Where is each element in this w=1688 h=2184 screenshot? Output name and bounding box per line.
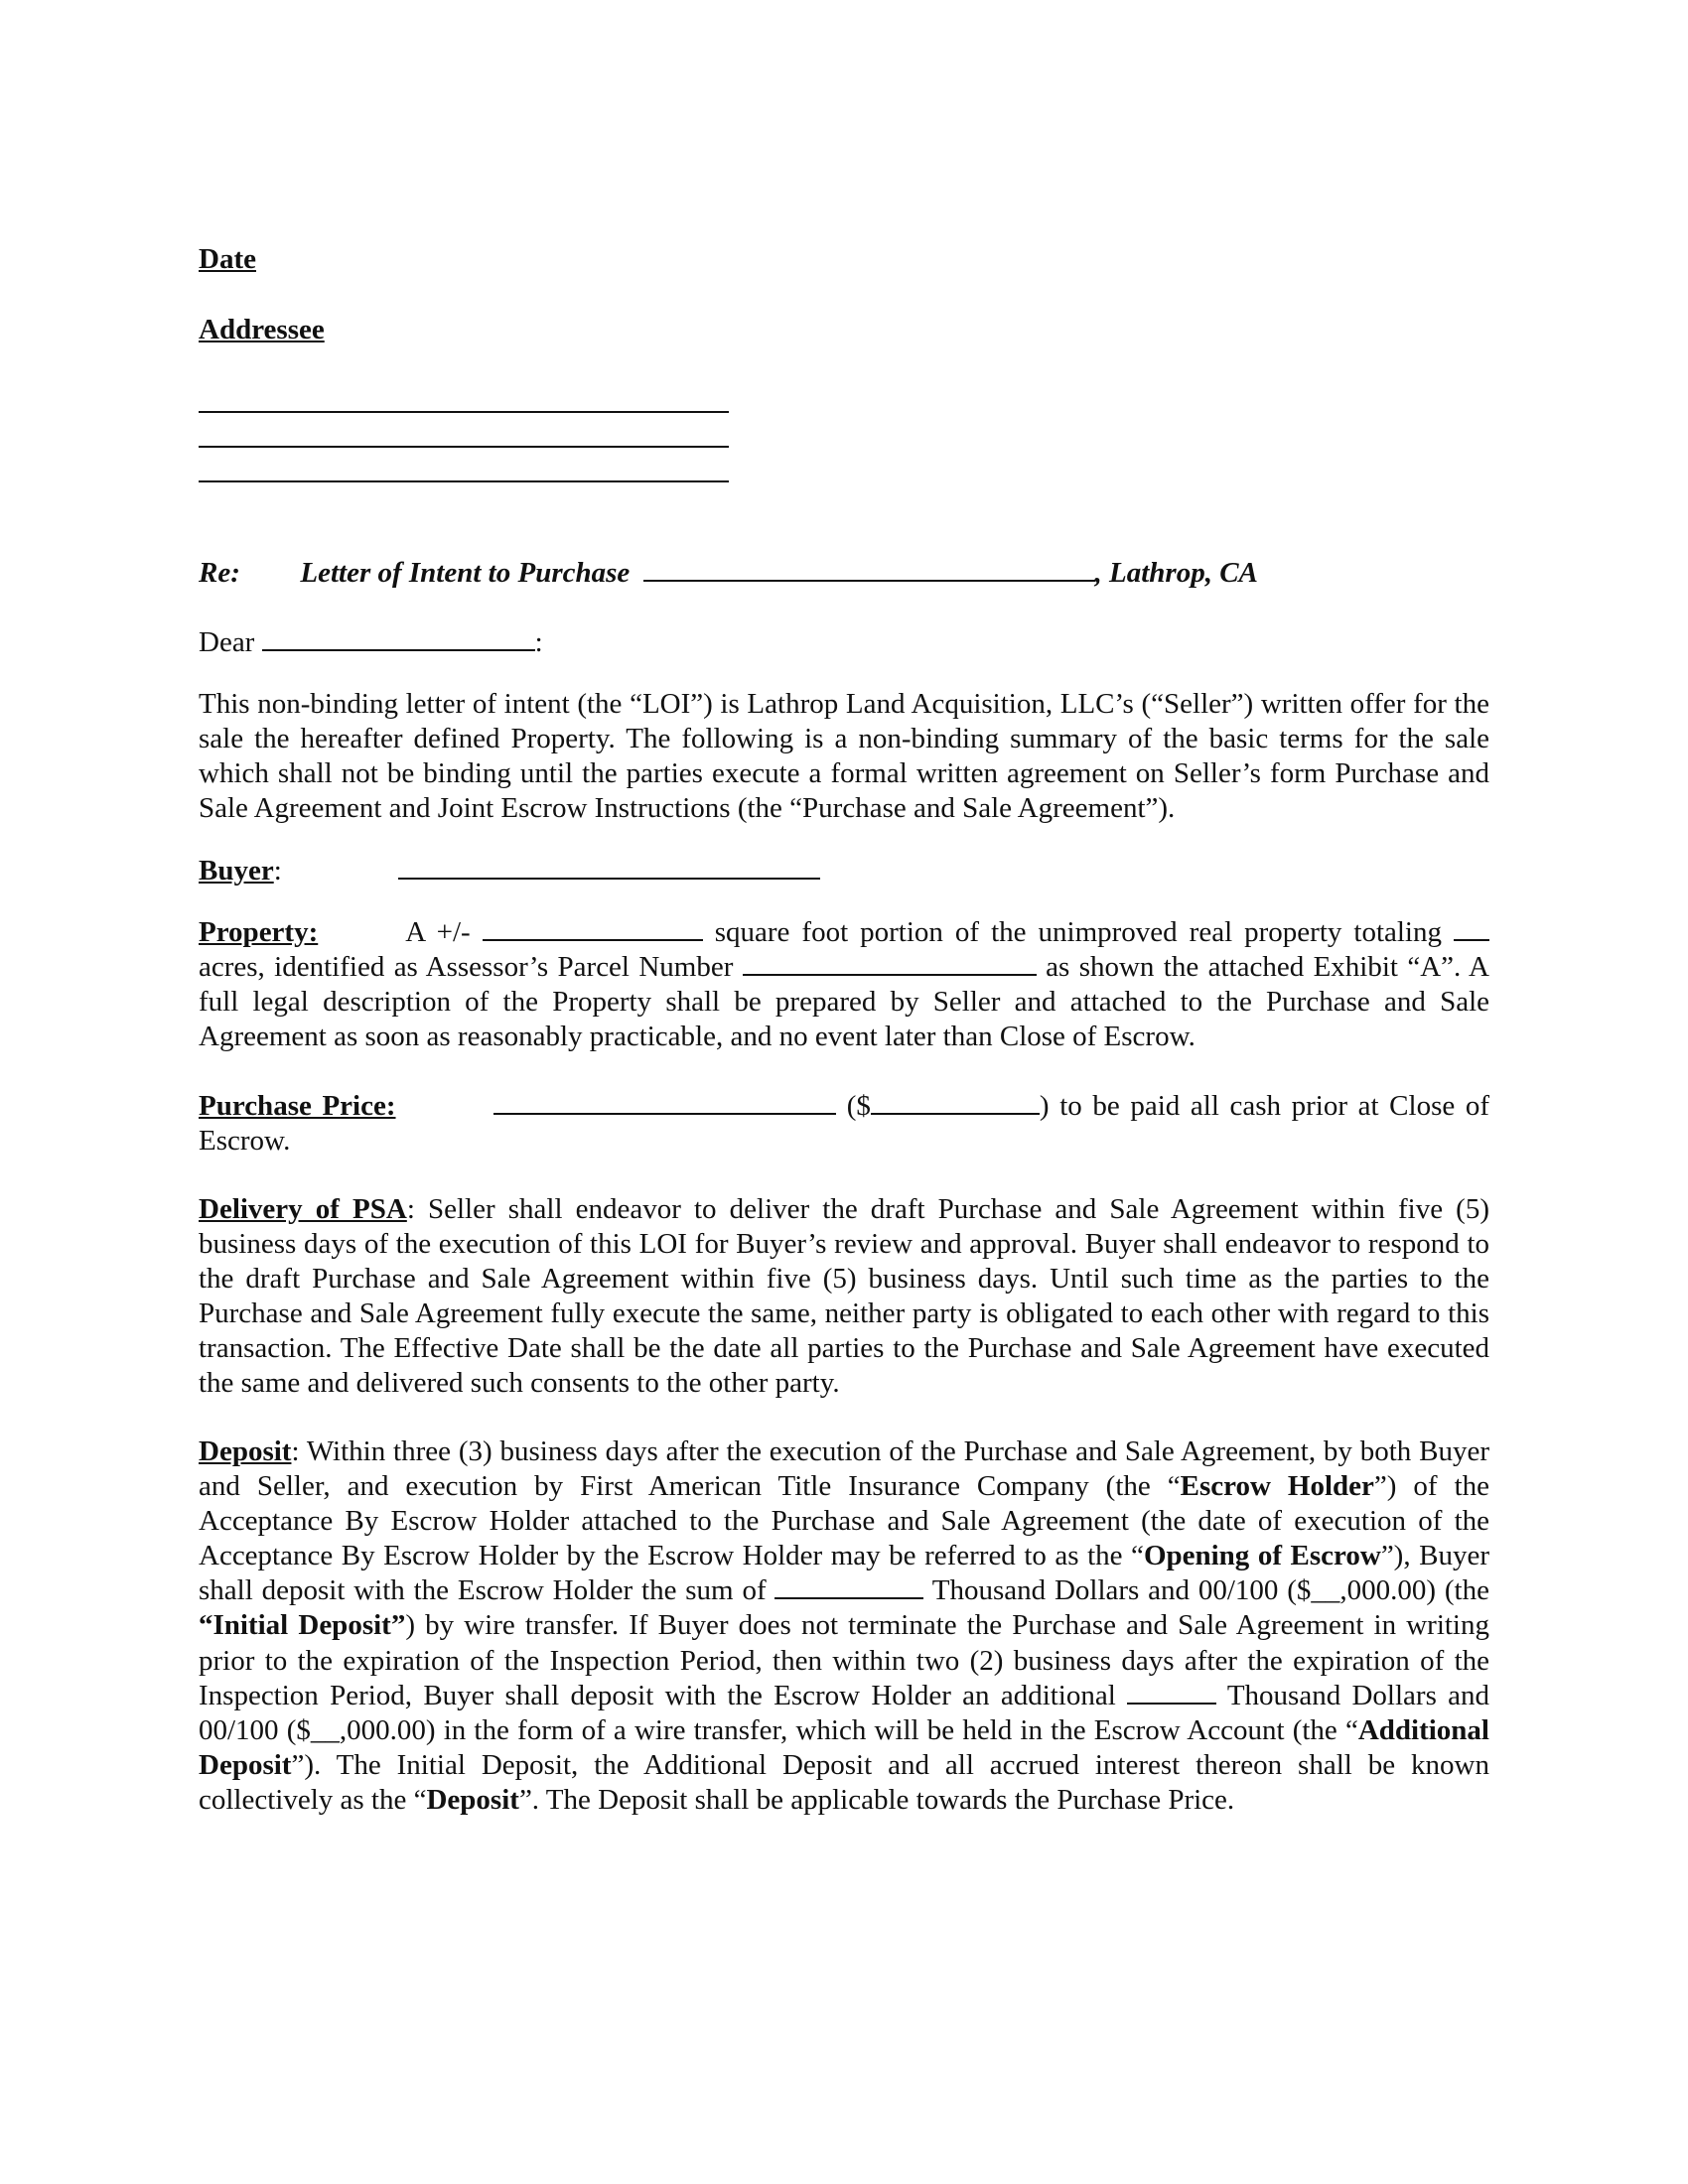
square-foot-blank[interactable] [483,915,703,941]
buyer-colon: : [273,855,282,887]
delivery-label: Delivery of PSA [199,1193,407,1225]
deposit-text-4: Thousand Dollars and 00/100 ($__,000.00) (the [923,1574,1489,1607]
delivery-text: : Seller shall endeavor to deliver the draft Purchase and Sale Agreement within five (5) business days of the execution of this LOI for Buyer’s review and approval. Buyer shall endeavor to respond to the draft Purchase and Sale Agreement within five (5) business days. Until such time as the parties to the Purchase and Sale Agreement fully execute the same, neither party is obligated to each other with regard to this transaction. The Effective Date shall be the date all parties to the Purchase and Sale Agreement have executed the same and delivered such consents to the other party. [199,1193,1489,1400]
deposit-text-3: ”), Buyer shall deposit with the Escrow Holder the sum of [199,1540,1489,1607]
escrow-holder-term: Escrow Holder [1180,1470,1374,1503]
property-paragraph [199,915,1489,1054]
address-line-1[interactable] [199,411,729,413]
address-line-3[interactable] [199,480,729,482]
additional-deposit-words-blank[interactable] [1127,1679,1216,1705]
deposit-text-6: Thousand Dollars and 00/100 ($__,000.00) in the form of a wire transfer, which will be held in the Escrow Account (the “ [199,1679,1490,1746]
re-location: , Lathrop, CA [1094,557,1258,589]
re-label: Re: [199,557,240,589]
parcel-number-blank[interactable] [743,950,1037,976]
deposit-text-8: ”. The Deposit shall be applicable towards the Purchase Price. [518,1783,1235,1816]
buyer-name-blank[interactable] [398,854,820,880]
purchase-price-paragraph [199,1089,1489,1159]
price-words-blank[interactable] [493,1089,836,1115]
price-amount-blank[interactable] [871,1089,1040,1115]
opening-of-escrow-term: Opening of Escrow [1143,1540,1381,1572]
addressee-heading: Addressee [199,314,325,345]
acres-blank[interactable] [1454,915,1489,941]
address-line-2[interactable] [199,446,729,448]
delivery-paragraph [199,1192,1489,1402]
buyer-line [199,854,820,887]
re-subject: Letter of Intent to Purchase [300,557,631,589]
deposit-label: Deposit [199,1435,292,1467]
intro-paragraph: This non-binding letter of intent (the “LOI”) is Lathrop Land Acquisition, LLC’s (“Seller”) written offer for the sale the hereafter defined Property. The following is a non-binding summary of the basic terms for the sale which shall not be binding until the parties execute a formal written agreement on Seller’s form Purchase and Sale Agreement and Joint Escrow Instructions (the “Purchase and Sale Agreement”). [199,688,1489,825]
re-line [199,556,1489,590]
salutation [199,625,543,659]
price-text-1: ($ [836,1090,871,1122]
deposit-term: Deposit [426,1783,519,1816]
additional-deposit-term: Additional Deposit [199,1713,1489,1781]
dear-colon: : [534,626,543,658]
deposit-text-2: ”) of the Acceptance By Escrow Holder attached to the Purchase and Sale Agreement (the date of execution of the Acceptance By Escrow Holder by the Escrow Holder may be referred to as the “ [199,1470,1489,1572]
deposit-paragraph [199,1434,1489,1818]
property-text-1: A +/- [405,916,483,948]
dear-name-blank[interactable] [262,625,535,651]
date-heading: Date [199,243,256,275]
buyer-label: Buyer [199,855,274,887]
dear-word: Dear [199,626,255,658]
property-text-4: as shown the attached Exhibit “A”. A full legal description of the Property shall be prepared by Seller and attached to the Purchase and Sale Agreement as soon as reasonably practicable, and no event later than Close of Escrow. [199,951,1489,1053]
re-property-blank[interactable] [643,556,1095,582]
deposit-text-1: : Within three (3) business days after the execution of the Purchase and Sale Agreement, by both Buyer and Seller, and execution by First American Title Insurance Company (the “ [199,1435,1489,1503]
price-text-2: ) to be paid all cash prior at Close of Escrow. [199,1090,1489,1158]
property-text-3: acres, identified as Assessor’s Parcel Number [199,951,743,984]
purchase-price-label: Purchase Price: [199,1090,396,1122]
property-text-2: square foot portion of the unimproved real property totaling [702,916,1455,948]
letter-page [199,0,1489,2184]
initial-deposit-words-blank[interactable] [774,1573,923,1599]
property-label: Property: [199,916,319,948]
deposit-text-5: ) by wire transfer. If Buyer does not terminate the Purchase and Sale Agreement in writing prior to the expiration of the Inspection Period, then within two (2) business days after the expiration of the Inspection Period, Buyer shall deposit with the Escrow Holder an additional [199,1609,1489,1711]
initial-deposit-term: “Initial Deposit” [199,1609,406,1642]
deposit-text-7: ”). The Initial Deposit, the Additional Deposit and all accrued interest thereon shall be known collectively as the “ [199,1748,1489,1816]
